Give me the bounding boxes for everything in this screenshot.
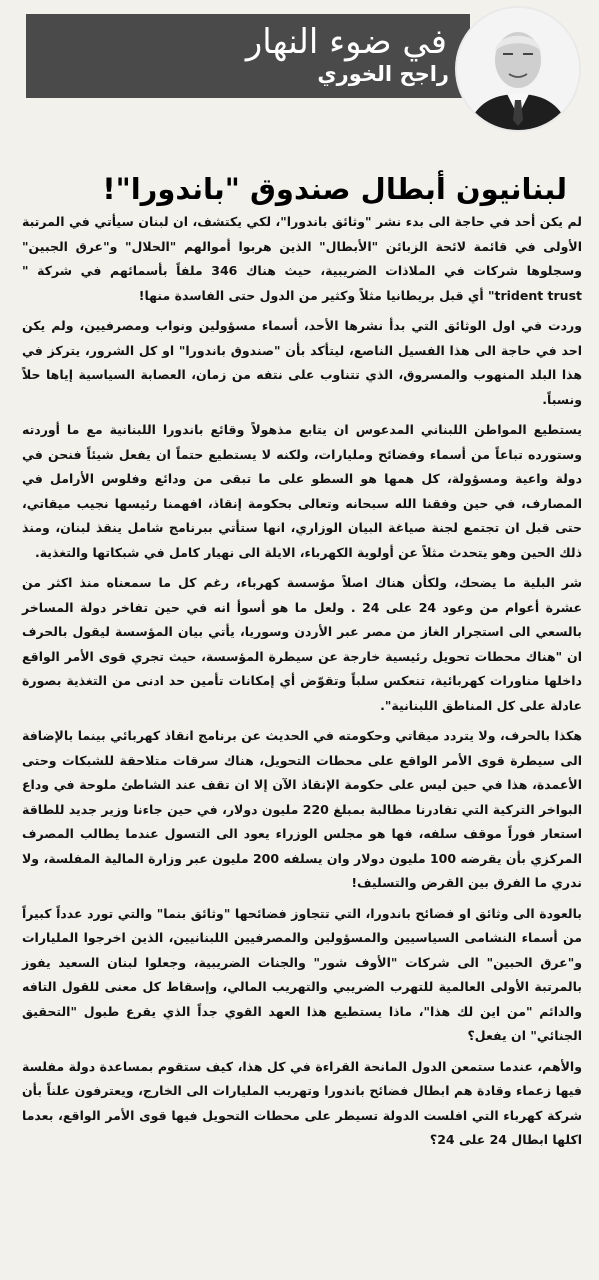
article-paragraph: شر البلية ما يضحك، ولكأن هناك اصلاً مؤسسة كهرباء، رغم كل ما سمعناه منذ اكثر من عشرة أعوام من وعود 24 على 24 . ولعل ما هو أسوأ انه في حين تفاخر دولة المساخر بالسعي الى استجرار الغاز من مصر عبر الأردن وسوريا، يأتي بيان المؤسسة ليقول بالحرف ان "هناك محطات تحويل رئيسية خارجة عن سيطرة المؤسسة، حيث تجري قوى الأمر الواقع داخلها مناورات كهربائية، تنعكس سلباً وتقوّض أي إمكانات تأمين حد ادنى من التغذية بصورة عادلة على كل المناطق اللبنانية".: [22, 575, 582, 713]
lead-word: لم: [567, 214, 582, 229]
article-paragraph: يستطيع المواطن اللبناني المدعوس ان يتابع مذهولاً وقائع باندورا اللبنانية مع ما أوردته وستورده تباعاً من أسماء وفضائح ومليارات، ولكنه لا يستطيع حتماً ان يفعل شيئاً فنحن في دولة واعية ومسؤولة، كل همها هو السطو على ما تبقى من ودائع وفلوس الأرامل في المصارف، في حين وفقنا الله سبحانه وتعالى بحكومة إنقاذ، افهمنا رئيسها نجيب ميقاتي، حتى قبل ان تجتمع لجنة صياغة البيان الوزاري، انها ستأتي ببرنامج شامل ينقذ لبنان، ومنذ ذلك الحين وهو يتحدث مثلاً عن أولوية الكهرباء، الايلة الى نهيار كامل في شبكاتها والتغذية.: [22, 422, 582, 560]
column-header: [0, 0, 599, 108]
paragraph-text: يكن أحد في حاجة الى بدء نشر "وثائق باندورا"، لكي يكتشف، ان لبنان سيأتي في المرتبة الأولى في قائمة لائحة الزبائن "الأبطال" الذين هربوا أموالهم "الحلال" و"عرق الجبين" وسجلوها شركات في الملاذات الضريبية، حيث هناك 346 ملفاً بأسمائهم في شركة " trident trust" أي قبل بريطانيا مثلاً وكثير من الدول حتى الفاسدة منها!: [22, 214, 582, 303]
article-paragraph: وردت في اول الوثائق التي بدأ نشرها الأحد، أسماء مسؤولين ونواب ومصرفيين، ولم يكن احد في حاجة الى هذا الفسيل الناصع، ليتأكد بأن "صندوق باندورا" او كل الشرور، يتركز في هذا البلد المنهوب والمسروق، الذي تتناوب على نتفه من زمان، العصابة السياسية إياها حلاً ونسباً.: [22, 318, 582, 407]
author-portrait: [455, 6, 581, 132]
article-headline: لبنانيون أبطال صندوق "باندورا"!: [102, 172, 567, 207]
author-portrait-image: [457, 8, 579, 130]
author-name: راجح الخوري: [317, 62, 449, 86]
article-paragraph: بالعودة الى وثائق او فضائح باندورا، التي تتجاوز فضائحها "وثائق بنما" والتي تورد عدداً كبيراً من أسماء النشامى السياسيين والمسؤولين والمصرفيين اللبنانيين، الذين اخرجوا المليارات و"عرق الحبين" الى شركات "الأوف شور" والجنات الضريبية، وجعلوا لبنان السعيد يفوز بالمرتبة الأولى العالمية للتهرب الضريبي والتهريب المالي، وإسقاط كل معنى للقول التافه والدائم "من اين لك هذا"، ماذا يستطيع هذا العهد القوي جداً الذي يقرع طبول "التحقيق الجنائي" ان يفعل؟: [22, 905, 582, 1043]
article-paragraph: والأهم، عندما ستمعن الدول المانحة القراءة في كل هذا، كيف ستقوم بمساعدة دولة مفلسة فيها زعماء وقادة هم ابطال فضائح باندورا وتهريب المليارات الى الخارج، ويعترفون علناً بأن شركة كهرباء التي افلست الدولة تسيطر على محطات التحويل فيها قوى الأمر الواقع، بعدما اكلها ابطال 24 على 24؟: [22, 1058, 582, 1147]
column-title: في ضوء النهار: [245, 22, 447, 62]
article-paragraph: [22, 210, 582, 308]
article-paragraph: هكذا بالحرف، ولا يتردد ميقاتي وحكومته في الحديث عن برنامج انقاذ كهربائي بينما بالإضافة الى سيطرة قوى الأمر الواقع على محطات التحويل، هناك سرقات متلاحقة للشبكات وحتى الأعمدة، هذا في حين ليس على حكومة الإنقاذ الآن إلا ان تقف عند الشاطئ ملوحة في وداع البواخر التركية التي تفادرنا مطالبة بمبلغ 220 مليون دولار، في حين جاءنا وزير جديد للطاقة استعار فوراً موقف سلفه، فها هو مجلس الوزراء يعود الى التسول عندما يطالب المصرف المركزي بأن يقرضه 100 مليون دولار وان يسلفه 200 مليون عبر وزارة المالية المفلسة، ولا ندري ما الفرق بين القرض والتسليف!: [22, 728, 582, 890]
article-body: [22, 210, 582, 1270]
